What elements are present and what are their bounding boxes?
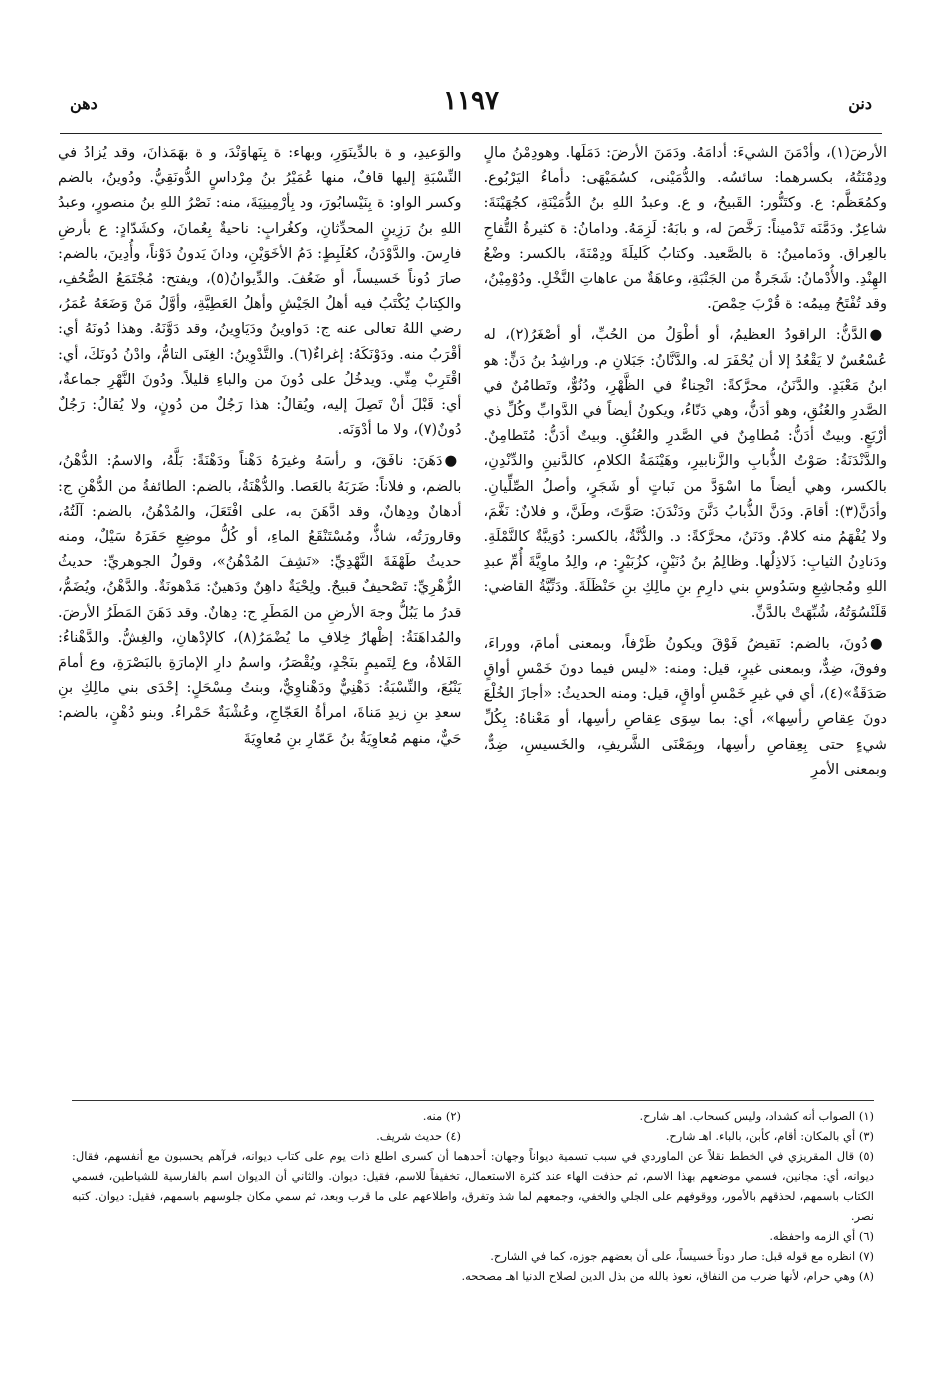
entry-paragraph — [58, 448, 462, 750]
text-columns — [58, 140, 887, 1020]
entry-text: الأرضَ(١)، وأدْمَنَ الشيءَ: أدامَهُ. ودَمَنَ الأرضَ: دَمَلَها. وهودِمْنُ مالٍ ودِمْنَتُهُ، بكسرهما: سائسُه. والدُّمَيْنى، كسُمَيْهَى: دأماءُ اليَرْبُوع. وكمُعَظَّم: ع. وكتَنُّور: القَبيحُ، و ع. وعبدُ اللهِ بنُ الدُّمَيْنَةِ، كجُهَيْنَةَ: شاعِرٌ. ودَمَّنَه تَدْميناً: رَخَّصَ له، و بابَهُ: لَزِمَهُ. ودامانُ: ة كثيرةُ التُّفاحِ بالعِراق. ودَمامينُ: ة بالصَّعيد. وكتابُ كَليلَةَ ودِمْنَةَ، بالكسر: وضْعُ الهِنْدِ. والأُدْمانُ: شَجَرةٌ من الجَنْبَةِ، وعاهَةٌ من عاهاتِ النَّخْلِ. ودُوْمِيْنُ، وقد تُفْتَحُ مِيمُه: ة قُرْبَ حِمْصَ. — [483, 144, 887, 313]
footnote: (٥) قال المقريزي في الخطط نقلاً عن الماوردي في سبب تسمية ديواناً وجهان: أحدهما أن كسرى اطلع ذات يوم على كتاب ديوانه، فرآهم يحسبون مع أنفسهم، فقال: ديوانه، أي: مجانين، فسمي موضعهم بهذا الاسم، ثم حذفت الهاء عند كثرة الاستعمال، تخفيفاً للاسم، فقيل: ديوان. والثاني أن الديوان اسم بالفارسية للشياطين، فسمي الكتاب باسمهم، لحذقهم بالأمور، ووقوفهم على الجلي والخفي، وجمعهم لما شذ وتفرق، واطلاعهم على ما قرب وبعد، ثم سمي مكان جلوسهم باسمهم، فقيل: ديوان. كتبه نصر. — [72, 1149, 874, 1223]
entry-marker-icon: ● — [869, 326, 887, 344]
footnote: (٤) حديث شريف. — [376, 1129, 461, 1143]
footnote: (٣) أي بالمكان: أقام، كأبن، بالباء. اهـ شارح. — [665, 1129, 874, 1143]
right-running-headword: دنن — [848, 94, 872, 113]
entry-paragraph — [484, 631, 888, 782]
entry-paragraph — [484, 322, 888, 624]
footnote-row — [72, 1126, 874, 1146]
left-column — [58, 140, 462, 1020]
entry-paragraph — [484, 140, 888, 316]
footnote: (٨) وهي حرام، لأنها ضرب من النفاق، نعوذ بالله من بذل الدين لصلاح الدنيا اهـ مصححه. — [461, 1269, 874, 1283]
page-number: ١١٩٧ — [443, 86, 499, 116]
footnote: (٦) أي الزمه واحفظه. — [769, 1229, 874, 1243]
header-rule — [60, 133, 882, 134]
footnote-rule — [72, 1100, 874, 1101]
entry-text: دَهَنَ: نافَقَ، و رأسَهُ وغيرَهُ دَهْناً ودَهْنَةً: بَلَّهُ، والاسمُ: الدُّهْنُ، بالضم، و فلاناً: ضَرَبَهُ بالعَصا. والدُّهْنَةُ، بالضم: الطائفةُ من الدُّهْنِ ج: أدهانٌ ودِهانٌ، وقد ادَّهَنَ به، على افْتَعَلَ، والمُدْهُنُ، بالضم: آلَتُهُ، وقارورَتُه، شاذٌّ، ومُسْتَنْقَعُ الماءِ، أو كُلُّ موضِعِ حَفَرَهُ سَيْلٌ، ومنه حديثُ طَهْفَةَ النَّهْدِيِّ: «نَشِفَ المُدْهُنُ»، وقولُ الجوهريِّ: حديثُ الزُّهْرِيِّ: تَصْحيفٌ قبيحٌ. ولِحْيَةٌ داهِنٌ ودَهينٌ: مَدْهونَةٌ. والدَّهْنُ، ويُضَمُّ، قدرُ ما يَبُلُّ وجهَ الأرضِ من المَطَرِ ج: دِهانٌ. وقد دَهَنَ المَطَرُ الأرضَ. والمُداهَنَةُ: إظْهارُ خِلافِ ما يُضْمَرُ(٨)، كالإدْهانِ، والغِشُّ. والدَّهْناءُ: الفَلاةُ، وع لِتَميمٍ بنَجْدٍ، ويُقْصَرُ، واسمُ دارِ الإمارَةِ بالبَصْرَةِ، وع أمامَ يَنْبُعَ، والنِّسْبَةُ: دَهْنِيٌّ ودَهْناوِيٌّ، وبنتُ مِسْحَلٍ: إحْدَى بني مالِكِ بنِ سعدِ بنِ زيدِ مَناةَ، امرأةُ العَجّاجِ، وعُشْبَةٌ حَمْراءُ. وبنو دُهْنٍ، بالضم: حَيٌّ، منهم مُعاوِيَةُ بنُ عَمّارِ بنِ مُعاوِيَةَ — [58, 452, 462, 747]
entry-marker-icon: ● — [444, 452, 462, 470]
footnote: (١) الصواب أنه كشداد، وليس كسحاب. اهـ شارح. — [639, 1109, 874, 1123]
page-header — [40, 86, 902, 130]
right-column — [484, 140, 888, 1020]
footnotes — [72, 1106, 874, 1286]
footnote: (٧) انظره مع قوله قبل: صار دوناً خسيساً، على أن بعضهم جوزه، كما في الشارح. — [490, 1249, 874, 1263]
entry-paragraph — [58, 140, 462, 442]
footnote-row — [72, 1106, 874, 1126]
footnote: (٢) منه. — [422, 1109, 461, 1123]
entry-text: دُونَ، بالضم: نَقيضُ فَوْقَ ويكونُ ظَرْفاً، وبمعنى أمامَ، ووراءَ، وفوقَ، ضِدٌّ، وبمعنى غيرٍ، قيل: ومنه: «ليس فيما دونَ خَمْسِ أواقٍ صَدَقَةٌ»(٤)، أي في غيرِ خَمْسِ أواقٍ، قيل: ومنه الحديثُ: «أجازَ الخُلْعَ دونَ عِقاصِ رأسِها»، أي: بما سِوَى عِقاصِ رأسِها، أو مَعْناهُ: بِكُلِّ شيءٍ حتى بِعِقاصِ رأسِها، وبِمَعْنَى الشَّريفِ، والخَسيسِ، ضِدٌّ، وبمعنى الأمرِ — [483, 634, 887, 778]
left-running-headword: دهن — [70, 94, 98, 113]
entry-marker-icon: ● — [869, 634, 887, 652]
entry-text: والوَعيدِ، و ة بالدِّينَوَرِ، وبهاء: ة بِنَهاوَنْدَ، و ة بهَمَذانَ، وقد يُزادُ في النِّسْبَةِ إليها قافٌ، منها عُمَيْرُ بنُ مِرْداسٍ الدُّونَقِيُّ. ودُوينُ، بالضم وكسر الواو: ة بِنَيْسابُورَ، ود بِأرْمِينِيَةَ، منه: نَصْرُ اللهِ بنُ منصورٍ، وعبدُ اللهِ بنُ رَزِينٍ المحدِّثانِ، وكغُرابٍ: ناحيةٌ بِعُمانَ، وكشَدّادٍ: ع بأرضِ فارِسَ. والدَّوْدَنُ، كعُلَبِطٍ: دَمُ الأخَوَيْنِ، ودانَ يَدونُ دَوْناً، وأُدِينَ، بالضم: صارَ دُوناً خَسيساً، أو ضَعُفَ. والدِّيوانُ(٥)، ويفتح: مُجْتَمَعُ الصُّحُفِ، والكِتابُ يُكْتَبُ فيه أهلُ الجَيْشِ وأهلُ العَطِيَّةِ، وأوَّلُ مَنْ وَضَعَهُ عُمَرُ، رضي اللهُ تعالى عنه ج: دَواوينُ ودَيَاوِينُ، وقد دَوَّنَهُ. وهذا دُونَهُ أي: أقْرَبُ منه. ودَوْنَكَهُ: إغراءٌ(٦). والتَّدْوِينُ: الغِنَى التامُّ، وادْنُ دُونَكَ، أي: اقْتَرِبْ مِنِّي. ويدخُلُ على دُونَ من والباءِ قليلاً. ودُونَ النَّهْرِ جماعةٌ، أي: قَبْلَ أنْ تَصِلَ إليه، ويُقالُ: هذا رَجُلٌ من دُونٍ، ولا يُقالُ: رَجُلٌ دُونٌ(٧)، ولا ما أدْوَنَه. — [58, 144, 462, 439]
entry-text: الدَّنُّ: الراقودُ العظيمُ، أو أطْوَلُ من الحُبِّ، أو أصْغَرُ(٢)، له عُسْعُسٌ لا يَقْعُدُ إلا أن يُحْفَرَ له. والدَّنَّانُ: جَبَلانِ م. وراشِدُ بنُ دَنٍّ: هو ابنُ مَعْبَدٍ. والدَّنَنُ، محرَّكةً: انْحِناءٌ في الظَّهْرِ، ودُنُوٌّ، وتَطامُنٌ في الصَّدرِ والعُنُقِ، وهو أدَنُّ، وهي دَنّاءُ، ويكونُ أيضاً في الدَّوابِّ وكُلِّ ذي أرْبَعٍ. وبيتٌ أدَنُّ: مُطامِنٌ في الصَّدرِ والعُنُقِ. وبيتٌ أدَنُّ: مُتَطامِنٌ. والدَّنْدَنَةُ: صَوْتُ الذُّبابِ والزَّنابيرِ، وهَيْنَمَةُ الكلامِ، كالدَّنينِ والدِّنْدِنِ، بالكسر، وهي أيضاً ما اسْوَدَّ من نَباتٍ أو شَجَرٍ، وأصلُ الصِّلِّيانِ. وأدَنَّ(٣): أقامَ. ودَنَّ الذُّبابُ دَنَّنَ ودَنْدَنَ: صَوَّتَ، وطَنَّ، و فلانٌ: نَغَّمَ، ولا يُفْهَمُ منه كلامٌ. ودَنَنُ، محرَّكةً: د. والدُّنَّةُ، بالكسر: دُوَيبَّةٌ كالنَّمْلَةِ. ودَنادِنُ الثيابِ: ذَلاذِلُها. وظالِمُ بنُ دُنَيْنٍ، كزُبَيْرٍ: م، والِدُ ماوِيَّةَ أُمِّ عبدِ اللهِ ومُجاشِعِ وسَدُوسِ بني دارِمِ بنِ مالِكِ بنِ حَنْظَلَةَ. ودَنِّيَّةُ القاضي: قَلَنْسُوَتُهُ، شُبِّهَتْ بالدَّنِّ. — [483, 326, 887, 621]
